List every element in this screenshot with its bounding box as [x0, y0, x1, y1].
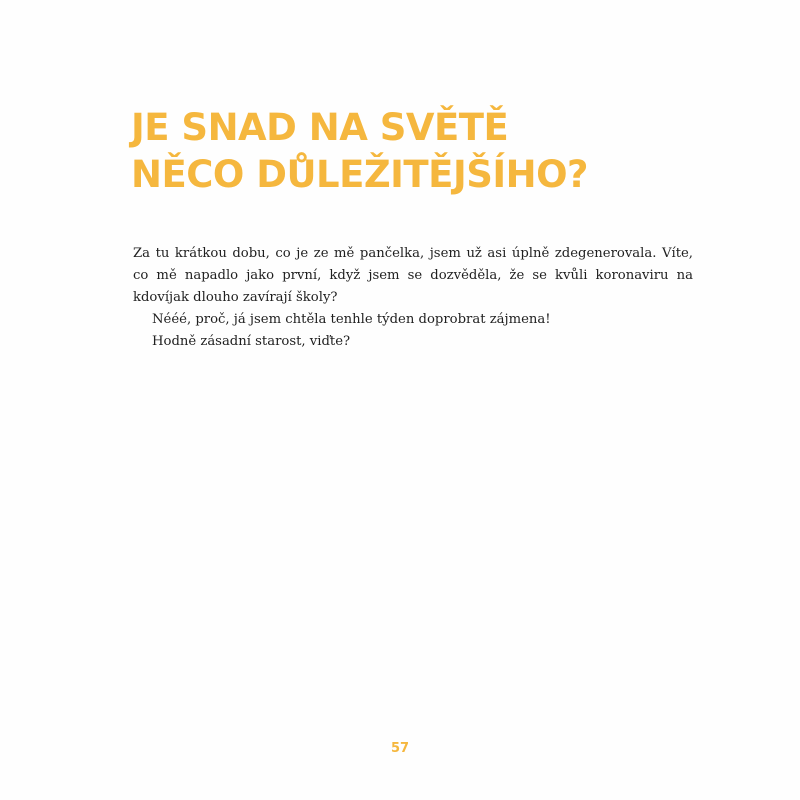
paragraph-3: Hodně zásadní starost, viďte?	[152, 334, 351, 349]
chapter-heading-line-2: NĚCO DŮLEŽITĚJŠÍHO?	[131, 153, 589, 196]
chapter-heading-line-1: JE SNAD NA SVĚTĚ	[131, 106, 509, 149]
paragraph-1: Za tu krátkou dobu, co je ze mě pančelka, jsem už asi úplně zdegenerovala. Víte, co mě napadlo jako první, když jsem se dozvěděla, že se kvůli koronaviru na kdovíjak dlouho zavírají školy?	[133, 246, 693, 305]
chapter-heading	[131, 104, 691, 198]
paragraph-2: Nééé, proč, já jsem chtěla tenhle týden doprobrat zájmena!	[152, 312, 551, 327]
page-number: 57	[390, 741, 410, 756]
body-text	[133, 243, 693, 353]
